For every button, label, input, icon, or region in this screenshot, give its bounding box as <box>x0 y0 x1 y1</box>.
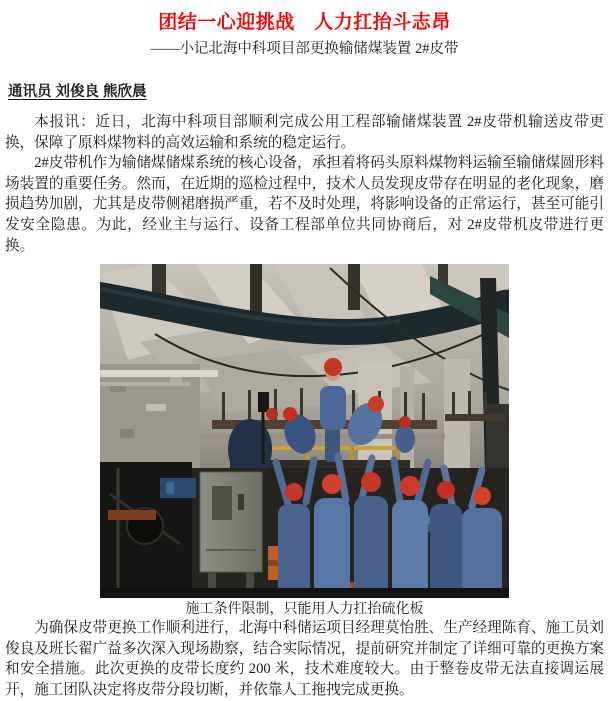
body-paragraph: 为确保皮带更换工作顺利进行，北海中科储运项目经理莫怡胜、生产经理陈育、施工员刘俊良及班长翟广益多次深入现场勘察，结合实际情况，提前研究并制定了详细可靠的更换方案和安全措施。此次更换的皮带长度约 200 米，技术难度较大。由于整卷皮带无法直接调运展开，施工团队决定将皮带分段切断，并依靠人工拖拽完成更换。 <box>5 620 604 698</box>
byline-row <box>5 59 604 101</box>
worksite-photo <box>100 264 509 598</box>
article-figure <box>100 264 509 618</box>
byline: 通讯员 刘俊良 熊欣晨 <box>8 84 147 100</box>
body-paragraph: 2#皮带机作为输储煤储煤系统的核心设备，承担着将码头原料煤物料运输至输储煤圆形料场装置的重要任务。然而，在近期的巡检过程中，技术人员发现皮带存在明显的老化现象，磨损趋势加剧，尤其是皮带侧裙磨损严重，若不及时处理，将影响设备的正常运行，甚至可能引发安全隐患。为此，经业主与运行、设备工程部单位共同协商后，对 2#皮带机皮带进行更换。 <box>5 155 604 254</box>
body-paragraph: 本报讯：近日，北海中科项目部顺利完成公用工程部输储煤装置 2#皮带机输送皮带更换，保障了原料煤物料的高效运输和系统的稳定运行。 <box>5 114 604 151</box>
article-body <box>5 112 604 256</box>
photo-caption: 施工条件限制，只能用人力扛抬硫化板 <box>185 602 424 618</box>
article-subtitle: ——小记北海中科项目部更换输储煤装置 2#皮带 <box>150 41 459 57</box>
article-body-after <box>5 618 604 700</box>
page-title: 团结一心迎挑战 人力扛抬斗志昂 <box>158 12 451 33</box>
